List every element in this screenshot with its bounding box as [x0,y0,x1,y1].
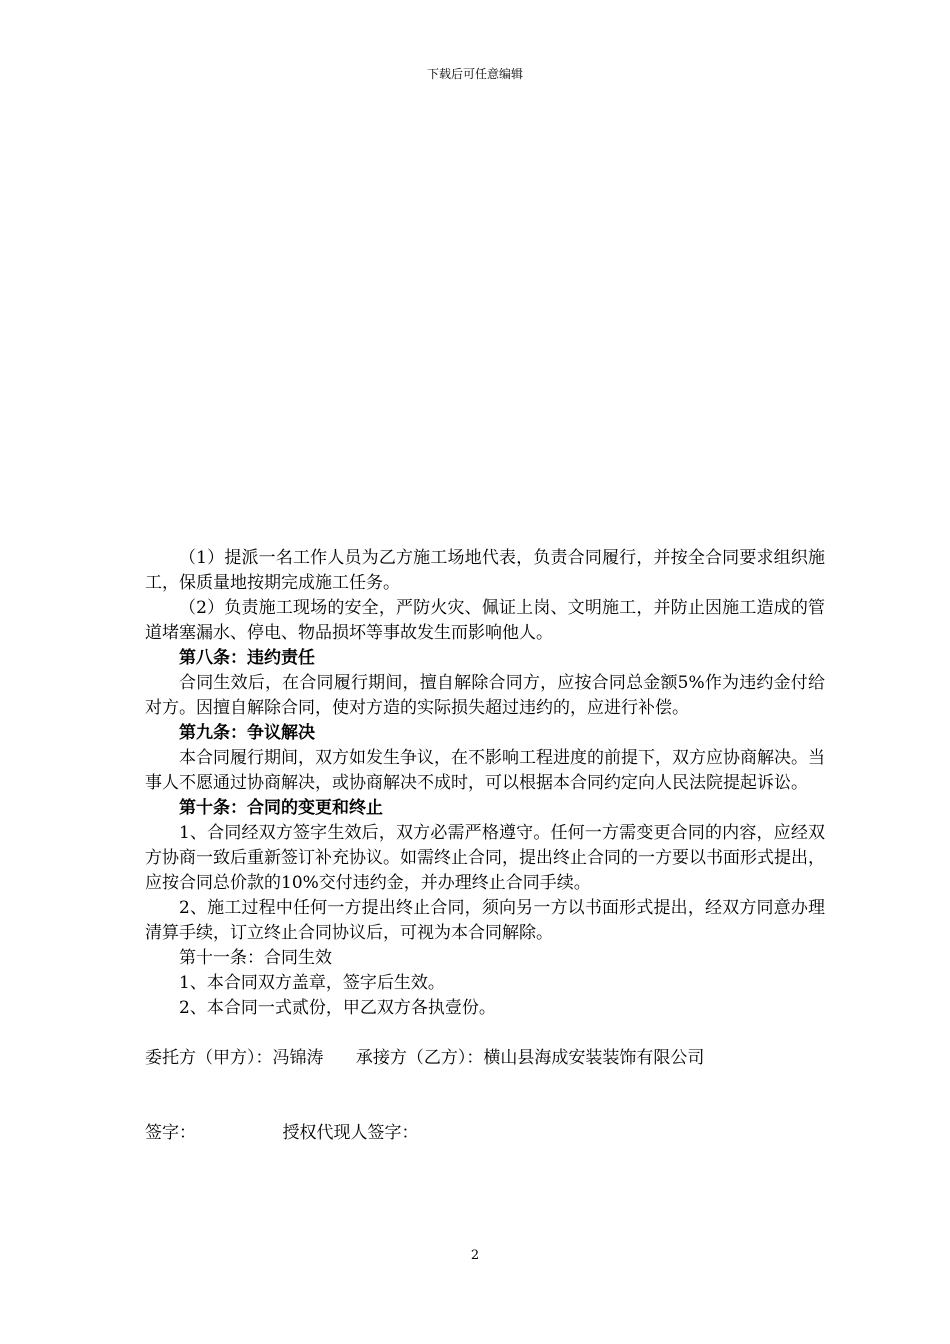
signature-line: 签字： 授权代现人签字： [145,1123,419,1143]
article-8-heading: 第八条：违约责任 [179,648,315,668]
page-number: 2 [470,1248,480,1263]
page-header: 下载后可任意编辑 [426,67,523,81]
article-10-item-2: 2、施工过程中任何一方提出终止合同，须向另一方以书面形式提出，经双方同意办理清算手续，订立终止合同协议后，可视为本合同解除。 [145,898,825,943]
article-8-text: 合同生效后，在合同履行期间，擅自解除合同方，应按合同总金额5%作为违约金付给对方。因擅自解除合同，使对方造的实际损失超过违约的，应进行补偿。 [145,673,825,718]
contract-body [145,546,825,1146]
article-9-text: 本合同履行期间，双方如发生争议，在不影响工程进度的前提下，双方应协商解决。当事人不愿通过协商解决，或协商解决不成时，可以根据本合同约定向人民法院提起诉讼。 [145,748,825,793]
parties-line: 委托方（甲方）：冯锦涛 承接方（乙方）：横山县海成安装装饰有限公司 [145,1048,705,1068]
article-10-item-1: 1、合同经双方签字生效后，双方必需严格遵守。任何一方需变更合同的内容，应经双方协商一致后重新签订补充协议。如需终止合同，提出终止合同的一方要以书面形式提出，应按合同总价款的10%交付违约金，并办理终止合同手续。 [145,823,825,893]
spacer [145,1071,825,1121]
spacer [145,1021,825,1046]
clause-paragraph: （1）提派一名工作人员为乙方施工场地代表，负责合同履行，并按全合同要求组织施工，保质量地按期完成施工任务。 [145,548,825,593]
article-9-heading: 第九条：争议解决 [179,723,315,743]
clause-paragraph: （2）负责施工现场的安全，严防火灾、佩证上岗、文明施工，并防止因施工造成的管道堵塞漏水、停电、物品损坏等事故发生而影响他人。 [145,598,825,643]
article-11-heading: 第十一条：合同生效 [179,948,332,968]
article-11-item-1: 1、本合同双方盖章，签字后生效。 [179,973,445,993]
article-11-item-2: 2、本合同一式贰份，甲乙双方各执壹份。 [179,998,496,1018]
article-10-heading: 第十条：合同的变更和终止 [179,798,383,818]
